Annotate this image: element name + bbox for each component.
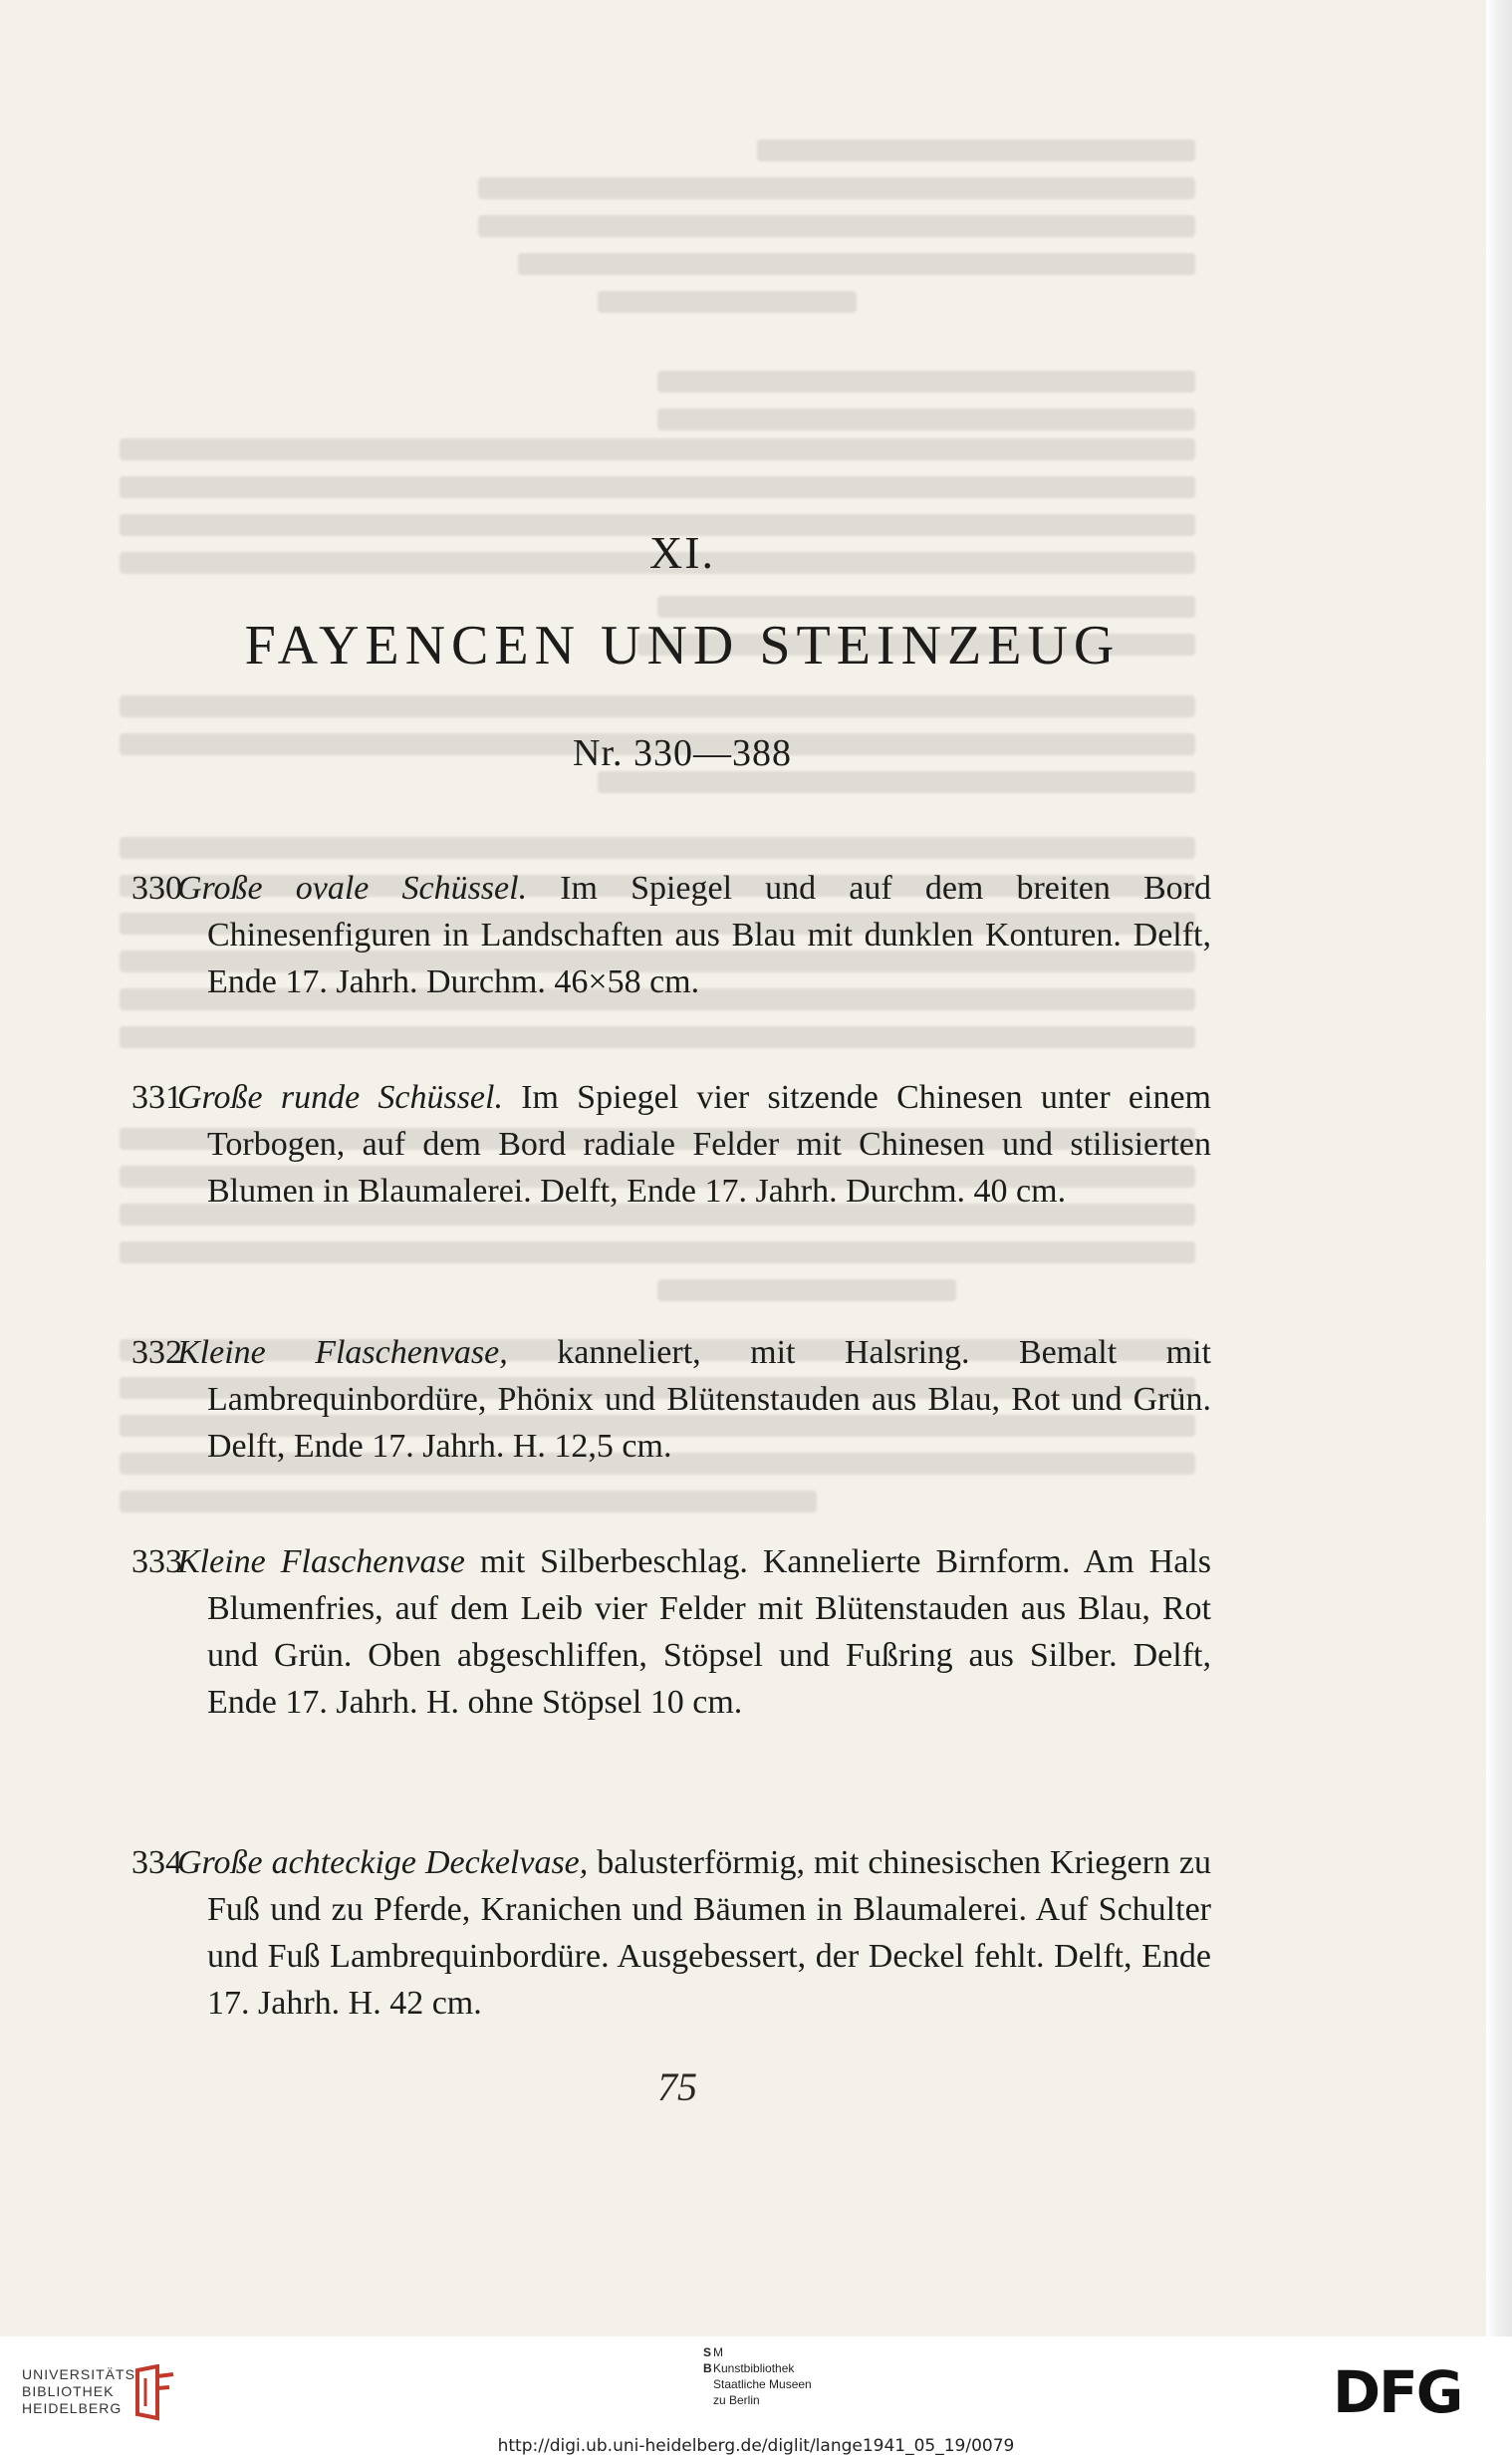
page-number: 75 bbox=[657, 2064, 697, 2109]
source-url[interactable]: http://digi.ub.uni-heidelberg.de/diglit/lange1941_05_19/0079 bbox=[497, 2436, 1015, 2456]
entry-number: 331 bbox=[131, 1079, 182, 1116]
entry-number: 332 bbox=[131, 1334, 182, 1371]
scan-margin bbox=[1486, 0, 1512, 2336]
entry-description: balusterförmig, mit chinesischen Kriegern zu Fuß und zu Pferde, Kranichen und Bäumen in Blaumalerei. Auf Schulter und Fuß Lambrequinbordüre. Ausgebessert, der Deckel fehlt. Delft, Ende 17. Jahrh. H. 42 cm. bbox=[207, 1844, 1211, 2022]
entry-description: mit Silberbeschlag. Kannelierte Birnform. Am Hals Blumenfries, auf dem Leib vier Felder mit Blütenstauden aus Blau, Rot und Grün. Oben abgeschliffen, Stöpsel und Fußring aus Silber. Delft, Ende 17. Jahrh. H. ohne Stöpsel 10 cm. bbox=[207, 1543, 1211, 1721]
entry-title: Große achteckige Deckelvase, bbox=[177, 1844, 589, 1881]
catalog-entry bbox=[131, 1329, 1211, 1470]
catalog-entry bbox=[131, 1538, 1211, 1726]
chapter-range: Nr. 330—388 bbox=[573, 732, 792, 774]
kunstbibliothek-logo[interactable]: S M BKunstbibliothek Staatliche Museen zu Berlin bbox=[703, 2345, 812, 2407]
entry-number: 333 bbox=[131, 1543, 182, 1580]
entry-title: Große runde Schüssel. bbox=[177, 1079, 503, 1116]
entry-title: Kleine Flaschenvase, bbox=[177, 1334, 508, 1371]
entry-number: 330 bbox=[131, 870, 182, 907]
catalog-entry bbox=[131, 865, 1211, 1005]
entry-description: Im Spiegel vier sitzende Chinesen unter einem Torbogen, auf dem Bord radiale Felder mit Chinesen und stilisierten Blumen in Blaumalerei. Delft, Ende 17. Jahrh. Durchm. 40 cm. bbox=[207, 1079, 1211, 1210]
viewer-footer bbox=[0, 2336, 1512, 2458]
entry-title: Große ovale Schüssel. bbox=[177, 870, 528, 907]
catalog-entry bbox=[131, 1074, 1211, 1215]
university-library-name[interactable]: UNIVERSITÄTS- BIBLIOTHEK HEIDELBERG bbox=[22, 2366, 141, 2416]
chapter-title: FAYENCEN UND STEINZEUG bbox=[244, 615, 1121, 677]
entry-description: kanneliert, mit Halsring. Bemalt mit Lambrequinbordüre, Phönix und Blütenstauden aus Blau, Rot und Grün. Delft, Ende 17. Jahrh. H. 12,5 cm. bbox=[207, 1334, 1211, 1465]
dfg-logo[interactable]: DFG bbox=[1333, 2358, 1462, 2426]
entry-title: Kleine Flaschenvase bbox=[177, 1543, 465, 1580]
university-logo-icon[interactable] bbox=[131, 2364, 179, 2422]
entry-description: Im Spiegel und auf dem breiten Bord Chinesenfiguren in Landschaften aus Blau mit dunklen Konturen. Delft, Ende 17. Jahrh. Durchm. 46×58 cm. bbox=[207, 870, 1211, 1000]
entry-number: 334 bbox=[131, 1844, 182, 1881]
chapter-number: XI. bbox=[648, 527, 716, 578]
catalog-entry bbox=[131, 1839, 1211, 2027]
